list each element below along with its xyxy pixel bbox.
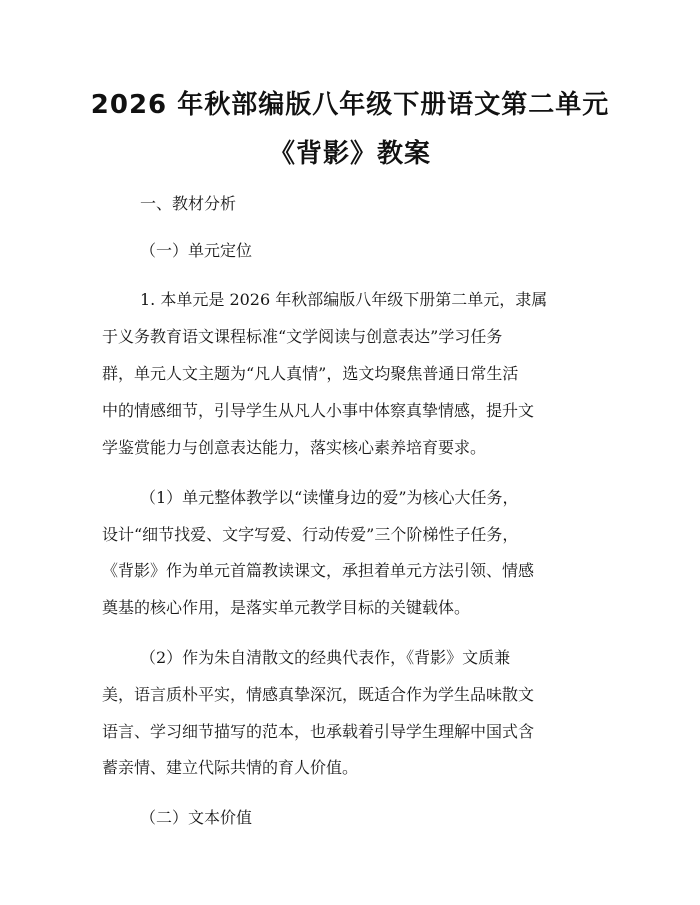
document-title: 2026 年秋部编版八年级下册语文第二单元 bbox=[90, 90, 610, 120]
subsection-heading: （一）单元定位 bbox=[140, 241, 253, 260]
paragraph-line: 《背影》作为单元首篇教读课文，承担着单元方法引领、情感 bbox=[102, 561, 535, 580]
paragraph-line: 1. 本单元是 2026 年秋部编版八年级下册第二单元，隶属 bbox=[140, 290, 548, 309]
paragraph-line: （2）作为朱自清散文的经典代表作，《背影》文质兼 bbox=[140, 648, 511, 667]
paragraph-line: （1）单元整体教学以“读懂身边的爱”为核心大任务， bbox=[140, 488, 519, 507]
paragraph-line: 设计“细节找爱、文字写爱、行动传爱”三个阶梯性子任务， bbox=[102, 525, 519, 544]
document-subtitle: 《背影》教案 bbox=[268, 139, 431, 169]
paragraph-line: 蓄亲情、建立代际共情的育人价值。 bbox=[102, 758, 359, 777]
subsection-heading: （二）文本价值 bbox=[140, 808, 253, 827]
paragraph-line: 于义务教育语文课程标准“文学阅读与创意表达”学习任务 bbox=[102, 327, 503, 346]
section-heading: 一、教材分析 bbox=[140, 194, 237, 213]
paragraph-line: 群，单元人文主题为“凡人真情”，选文均聚焦普通日常生活 bbox=[102, 364, 519, 383]
paragraph-line: 学鉴赏能力与创意表达能力，落实核心素养培育要求。 bbox=[102, 438, 487, 457]
paragraph-line: 中的情感细节，引导学生从凡人小事中体察真挚情感，提升文 bbox=[102, 401, 535, 420]
paragraph-line: 奠基的核心作用，是落实单元教学目标的关键载体。 bbox=[102, 598, 471, 617]
paragraph-line: 美，语言质朴平实，情感真挚深沉，既适合作为学生品味散文 bbox=[102, 685, 535, 704]
paragraph-line: 语言、学习细节描写的范本，也承载着引导学生理解中国式含 bbox=[102, 722, 535, 741]
